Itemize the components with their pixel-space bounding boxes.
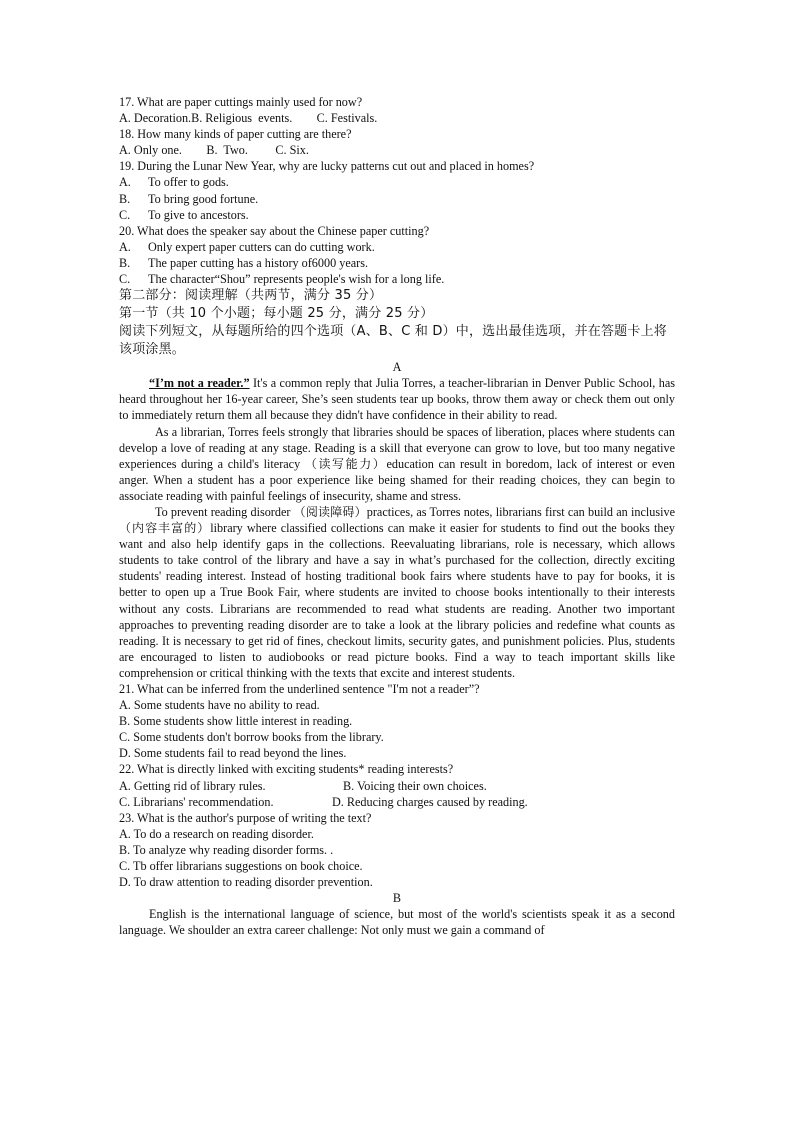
option-text: Only expert paper cutters can do cutting work. <box>148 239 375 254</box>
question-22-option-d: D. Reducing charges caused by reading. <box>332 794 528 809</box>
question-22-options-row-1 <box>119 778 675 794</box>
question-19: 19. During the Lunar New Year, why are lucky patterns cut out and placed in homes? <box>119 159 535 174</box>
paragraph-text: As a librarian, Torres feels strongly that libraries should be spaces of liberation, places where students can develop a love of reading at any stage. Reading is a skill that everyone can grow to love, but too many negative experiences during a child's literacy <box>119 424 675 471</box>
option-text: The paper cutting has a history of6000 years. <box>148 255 368 270</box>
question-22-option-b: B. Voicing their own choices. <box>343 778 487 793</box>
paragraph-text: education can result in boredom, lack of interest or even anger. When a student has a poor experience like being shamed for their reading choices, they can begin to associate reading with painful feelings of insecurity, shame and stress. <box>119 456 676 503</box>
question-23-option-b: B. To analyze why reading disorder forms. . <box>119 842 334 857</box>
option-letter: C. <box>119 207 131 222</box>
question-21-option-b: B. Some students show little interest in reading. <box>119 714 353 729</box>
question-17: 17. What are paper cuttings mainly used for now? <box>119 95 363 109</box>
chinese-note: （内容丰富的） <box>119 521 211 536</box>
question-18: 18. How many kinds of paper cutting are there? <box>119 127 352 142</box>
paragraph-text: practices, as Torres notes, librarians first can build an inclusive <box>366 504 675 519</box>
option-letter: A. <box>119 239 131 254</box>
question-22: 22. What is directly linked with exciting students* reading interests? <box>119 762 454 777</box>
part2-instruction: 阅读下列短文，从每题所给的四个选项（A、B、C 和 D）中，选出最佳选项，并在答题卡上将该项涂黑。 <box>119 324 667 358</box>
passage-a-paragraph-1 <box>119 375 675 423</box>
option-text: To give to ancestors. <box>148 207 249 222</box>
paragraph-text: English is the international language of science, but most of the world's scientists speak it as a second language. We shoulder an extra career challenge: Not only must we gain a command of <box>119 907 675 938</box>
paragraph-text: It's a common reply that Julia Torres, a teacher-librarian in Denver Public School, has heard throughout her 16-year career, She’s seen students tear up books, throw them away or check them out only to immediately return them all because they didn't have confidence in their ability to read. <box>119 376 675 423</box>
passage-b-label: B <box>392 891 402 906</box>
exam-page <box>119 94 675 939</box>
question-22-options-row-2 <box>119 794 675 810</box>
question-20-option-a <box>119 239 675 255</box>
question-21-option-d: D. Some students fail to read beyond the lines. <box>119 746 347 761</box>
question-21-option-c: C. Some students don't borrow books from the library. <box>119 730 384 745</box>
question-20-option-c <box>119 271 675 287</box>
question-19-option-b <box>119 191 675 207</box>
option-text: To bring good fortune. <box>148 191 259 206</box>
passage-a-paragraph-3 <box>119 504 675 681</box>
question-20-option-b <box>119 255 675 271</box>
passage-b-paragraph-1 <box>119 906 675 938</box>
underlined-sentence: “I’m not a reader.” <box>149 376 250 391</box>
option-letter: B. <box>119 255 131 270</box>
question-22-option-a: A. Getting rid of library rules. <box>119 778 266 793</box>
paragraph-text: library where classified collections can make it easier for students to find out the books they want and also help identify gaps in the collections. Reevaluating librarians, role is necessary, which allows students to take control of the library and have a say in what’s purchased for the collection, directly exciting students' reading interest. Instead of hosting traditional book fairs where students have to pay for books, it is better to open up a True Book Fair, where students are invited to choose books intentionally to their interests without any costs. Librarians are recommended to read what students are reading. Another two important approaches to preventing reading disorder are to take a look at the library policies and redefine what counts as reading. It is necessary to get rid of fines, checkout limits, security gates, and punishment policies. Plus, students are encouraged to listen to audiobooks or read picture books. Find a way to teach important skills like comprehension or critical thinking with the texts that excite and interest students. <box>119 521 675 680</box>
question-19-option-c <box>119 207 675 223</box>
passage-a-label: A <box>392 360 402 375</box>
question-21-option-a: A. Some students have no ability to read. <box>119 698 320 713</box>
option-text: The character“Shou” represents people's wish for a long life. <box>148 272 445 287</box>
question-19-option-a <box>119 174 675 190</box>
chinese-note: （读写能力） <box>304 456 387 471</box>
option-letter: B. <box>119 191 131 206</box>
question-23-option-a: A. To do a research on reading disorder. <box>119 826 314 841</box>
question-22-option-c: C. Librarians' recommendation. <box>119 794 274 809</box>
option-letter: C. <box>119 272 131 287</box>
part2-title: 第二部分：阅读理解（共两节，满分 35 分） <box>119 288 383 304</box>
option-letter: A. <box>119 175 131 190</box>
question-18-options: A. Only one. B. Two. C. Six. <box>119 143 309 158</box>
question-17-options: A. Decoration.B. Religious events. C. Festivals. <box>119 111 378 126</box>
passage-a-paragraph-2 <box>119 424 675 504</box>
question-23-option-d: D. To draw attention to reading disorder prevention. <box>119 875 373 890</box>
question-20: 20. What does the speaker say about the Chinese paper cutting? <box>119 223 430 238</box>
part2-section-title: 第一节（共 10 个小题；每小题 25 分，满分 25 分） <box>119 306 434 322</box>
question-23-option-c: C. Tb offer librarians suggestions on book choice. <box>119 859 363 874</box>
paragraph-text: To prevent reading disorder <box>155 504 294 519</box>
option-text: To offer to gods. <box>148 175 229 190</box>
question-23: 23. What is the author's purpose of writing the text? <box>119 810 372 825</box>
chinese-note: （阅读障碍） <box>293 504 367 519</box>
question-21: 21. What can be inferred from the underlined sentence "I'm not a reader”? <box>119 682 480 696</box>
